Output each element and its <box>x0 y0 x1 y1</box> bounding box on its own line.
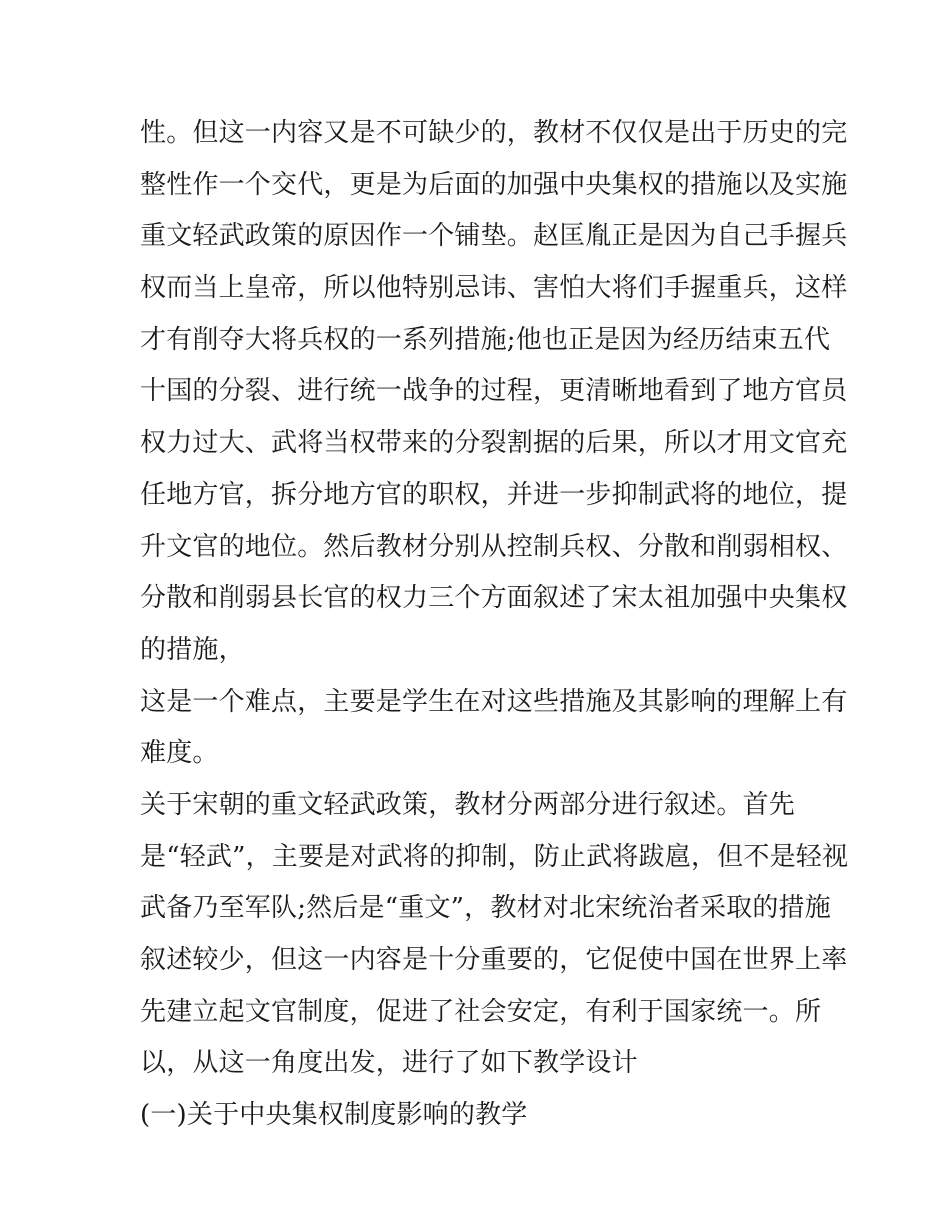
text-line: 关于宋朝的重文轻武政策，教材分两部分进行叙述。首先 <box>140 789 796 820</box>
text-line: 整性作一个交代，更是为后面的加强中央集权的措施以及实施 <box>140 169 848 200</box>
text-line: 重文轻武政策的原因作一个铺垫。赵匡胤正是因为自己手握兵 <box>140 221 848 252</box>
text-line: 分散和削弱县长官的权力三个方面叙述了宋太祖加强中央集权 <box>140 583 848 614</box>
text-line: 以，从这一角度出发，进行了如下教学设计 <box>140 1048 638 1079</box>
section-heading: (一)关于中央集权制度影响的教学 <box>140 1100 528 1131</box>
text-line: 任地方官，拆分地方官的职权，并进一步抑制武将的地位，提 <box>140 479 848 510</box>
text-line: 十国的分裂、进行统一战争的过程，更清晰地看到了地方官员 <box>140 376 848 407</box>
body-text <box>140 108 849 1142</box>
text-line: 先建立起文官制度，促进了社会安定，有利于国家统一。所 <box>140 996 822 1027</box>
text-line: 叙述较少，但这一内容是十分重要的，它促使中国在世界上率 <box>140 945 848 975</box>
text-line: 才有削夺大将兵权的一系列措施;他也正是因为经历结束五代 <box>140 324 831 355</box>
text-line: 难度。 <box>140 738 219 769</box>
text-line: 的措施， <box>140 634 245 665</box>
text-line: 权力过大、武将当权带来的分裂割据的后果，所以才用文官充 <box>140 428 848 459</box>
text-line: 权而当上皇帝，所以他特别忌讳、害怕大将们手握重兵，这样 <box>140 273 848 304</box>
text-line: 武备乃至军队;然后是“重文”，教材对北宋统治者采取的措施 <box>140 893 831 924</box>
text-line: 性。但这一内容又是不可缺少的，教材不仅仅是出于历史的完 <box>140 118 848 148</box>
text-line: 这是一个难点，主要是学生在对这些措施及其影响的理解上有 <box>140 686 848 717</box>
text-line: 升文官的地位。然后教材分别从控制兵权、分散和削弱相权、 <box>140 531 848 562</box>
text-line: 是“轻武”，主要是对武将的抑制，防止武将跋扈，但不是轻视 <box>140 841 849 872</box>
